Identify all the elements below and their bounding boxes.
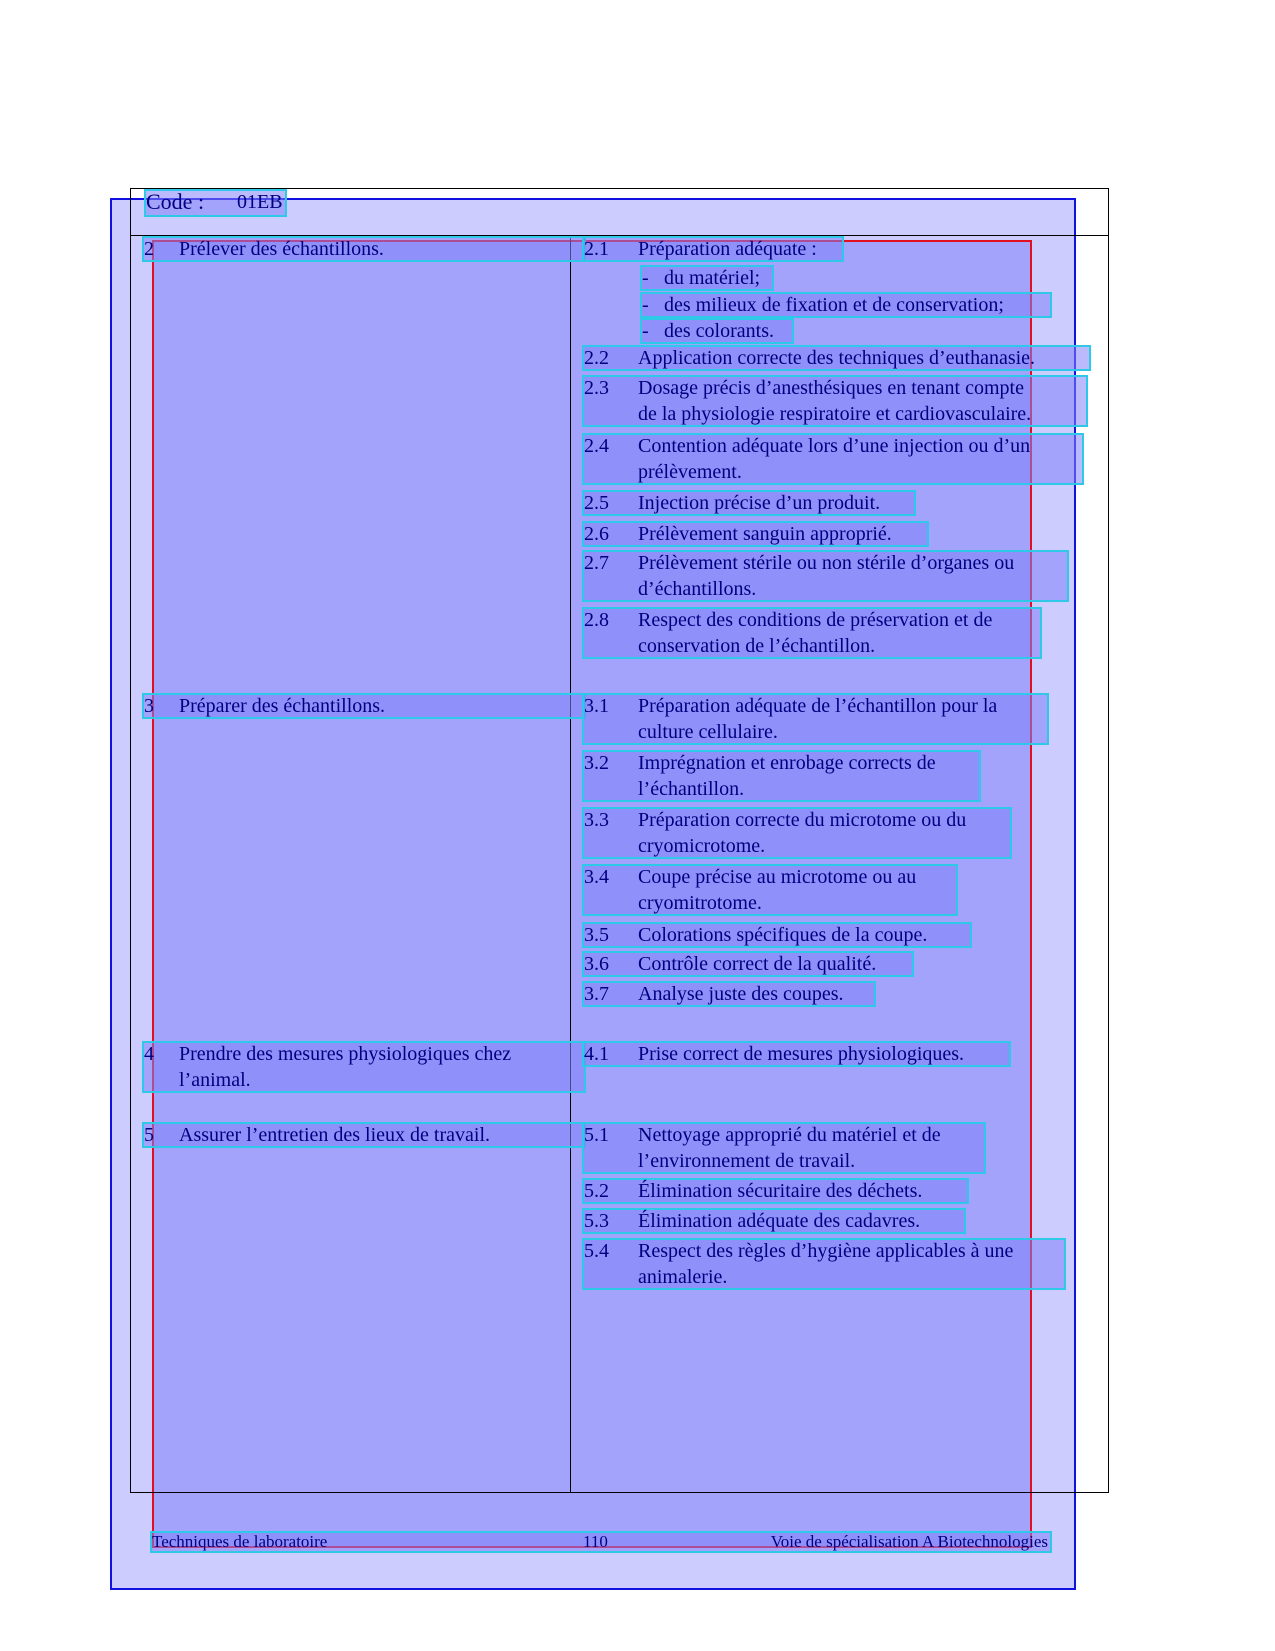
criterion-text: Injection précise d’un produit. (638, 492, 881, 514)
criterion-item (584, 866, 956, 914)
criterion-number: 2.3 (584, 377, 609, 399)
criterion-text-cont: cryomitrotome. (638, 892, 762, 914)
header-divider (130, 235, 1109, 236)
criterion-item (584, 924, 970, 946)
code-label: Code : (146, 189, 205, 214)
criterion-number: 2.6 (584, 523, 609, 545)
criterion-item (584, 435, 1082, 483)
criterion-item (584, 1043, 1009, 1065)
criterion-text-cont: cryomicrotome. (638, 835, 766, 857)
criterion-text: Dosage précis d’anesthésiques en tenant compte (638, 377, 1024, 399)
section-title-cont: l’animal. (179, 1069, 251, 1091)
criterion-text: Application correcte des techniques d’euthanasie. (638, 347, 1036, 369)
bullet-icon: - (642, 294, 649, 316)
criterion-text: Contention adéquate lors d’une injection ou d’un (638, 435, 1031, 457)
criterion-number: 3.4 (584, 866, 609, 888)
criterion-number: 4.1 (584, 1043, 609, 1065)
criterion-text-cont: prélèvement. (638, 461, 742, 483)
section-title: Assurer l’entretien des lieux de travail. (179, 1124, 490, 1146)
criterion-text: Prélèvement stérile ou non stérile d’organes ou (638, 552, 1015, 574)
criterion-text: Préparation adéquate : (638, 238, 817, 260)
bullet-icon: - (642, 267, 649, 289)
bullet-text: du matériel; (664, 267, 761, 289)
criterion-text: Prise correct de mesures physiologiques. (638, 1043, 965, 1065)
section-number: 5 (144, 1124, 154, 1146)
criterion-item (584, 752, 979, 800)
criterion-text: Respect des conditions de préservation et de (638, 609, 993, 631)
criterion-text: Préparation correcte du microtome ou du (638, 809, 967, 831)
section-heading (144, 1043, 584, 1091)
footer-left: Techniques de laboratoire (152, 1532, 328, 1551)
criterion-number: 5.1 (584, 1124, 609, 1146)
section-heading (144, 238, 584, 260)
criterion-number: 3.6 (584, 953, 609, 975)
criterion-number: 3.3 (584, 809, 609, 831)
criterion-item (584, 1180, 967, 1202)
bullet-text: des colorants. (664, 320, 774, 342)
section-number: 2 (144, 238, 154, 260)
column-divider (570, 236, 571, 1493)
criterion-item (584, 609, 1040, 657)
criterion-text-cont: culture cellulaire. (638, 721, 778, 743)
criterion-number: 2.2 (584, 347, 609, 369)
section-number: 4 (144, 1043, 154, 1065)
criterion-text-cont: de la physiologie respiratoire et cardiovasculaire. (638, 403, 1032, 425)
criterion-item (584, 238, 842, 260)
section-title: Préparer des échantillons. (179, 695, 386, 717)
criterion-text-cont: l’échantillon. (638, 778, 745, 800)
criterion-number: 2.7 (584, 552, 609, 574)
footer-page-number: 110 (583, 1532, 608, 1551)
section-heading (144, 695, 584, 717)
criterion-text-cont: l’environnement de travail. (638, 1150, 856, 1172)
criterion-item (584, 347, 1089, 369)
criterion-number: 5.4 (584, 1240, 609, 1262)
criterion-item (584, 552, 1067, 600)
code-value: 01EB (237, 191, 283, 213)
criterion-number: 2.4 (584, 435, 609, 457)
criterion-item (584, 1210, 964, 1232)
criterion-text: Imprégnation et enrobage corrects de (638, 752, 936, 774)
criterion-item (584, 1240, 1064, 1288)
criterion-text: Préparation adéquate de l’échantillon pour la (638, 695, 998, 717)
criterion-number: 2.5 (584, 492, 609, 514)
criterion-item (584, 809, 1010, 857)
criterion-item (584, 953, 912, 975)
criterion-item (584, 492, 914, 514)
criterion-number: 3.2 (584, 752, 609, 774)
criterion-text-cont: d’échantillons. (638, 578, 757, 600)
section-heading (144, 1124, 584, 1146)
criterion-text: Respect des règles d’hygiène applicables à une (638, 1240, 1014, 1262)
criterion-number: 3.7 (584, 983, 609, 1005)
bullet-item (642, 267, 772, 289)
criterion-number: 2.1 (584, 238, 609, 260)
criterion-number: 5.3 (584, 1210, 609, 1232)
criterion-item (584, 523, 927, 545)
criterion-text-cont: animalerie. (638, 1266, 728, 1288)
footer-right: Voie de spécialisation A Biotechnologies (770, 1532, 1048, 1551)
bullet-text: des milieux de fixation et de conservation; (664, 294, 1004, 316)
criterion-text: Élimination adéquate des cadavres. (638, 1210, 921, 1232)
criterion-text: Analyse juste des coupes. (638, 983, 844, 1005)
criterion-item (584, 1124, 984, 1172)
criterion-item (584, 377, 1086, 425)
criterion-text: Colorations spécifiques de la coupe. (638, 924, 928, 946)
section-number: 3 (144, 695, 154, 717)
criterion-text: Prélèvement sanguin approprié. (638, 523, 892, 545)
bullet-item (642, 294, 1050, 316)
criterion-number: 3.5 (584, 924, 609, 946)
criterion-number: 2.8 (584, 609, 609, 631)
criterion-text: Contrôle correct de la qualité. (638, 953, 877, 975)
criterion-item (584, 983, 874, 1005)
criterion-number: 3.1 (584, 695, 609, 717)
criterion-text: Élimination sécuritaire des déchets. (638, 1180, 923, 1202)
criterion-text: Nettoyage approprié du matériel et de (638, 1124, 941, 1146)
criterion-text: Coupe précise au microtome ou au (638, 866, 917, 888)
bullet-icon: - (642, 320, 649, 342)
bullet-item (642, 320, 792, 342)
section-title: Prélever des échantillons. (179, 238, 384, 260)
section-title: Prendre des mesures physiologiques chez (179, 1043, 512, 1065)
criterion-number: 5.2 (584, 1180, 609, 1202)
criterion-text-cont: conservation de l’échantillon. (638, 635, 876, 657)
code-row (146, 191, 285, 215)
footer-bar (152, 1533, 1050, 1551)
criterion-item (584, 695, 1047, 743)
